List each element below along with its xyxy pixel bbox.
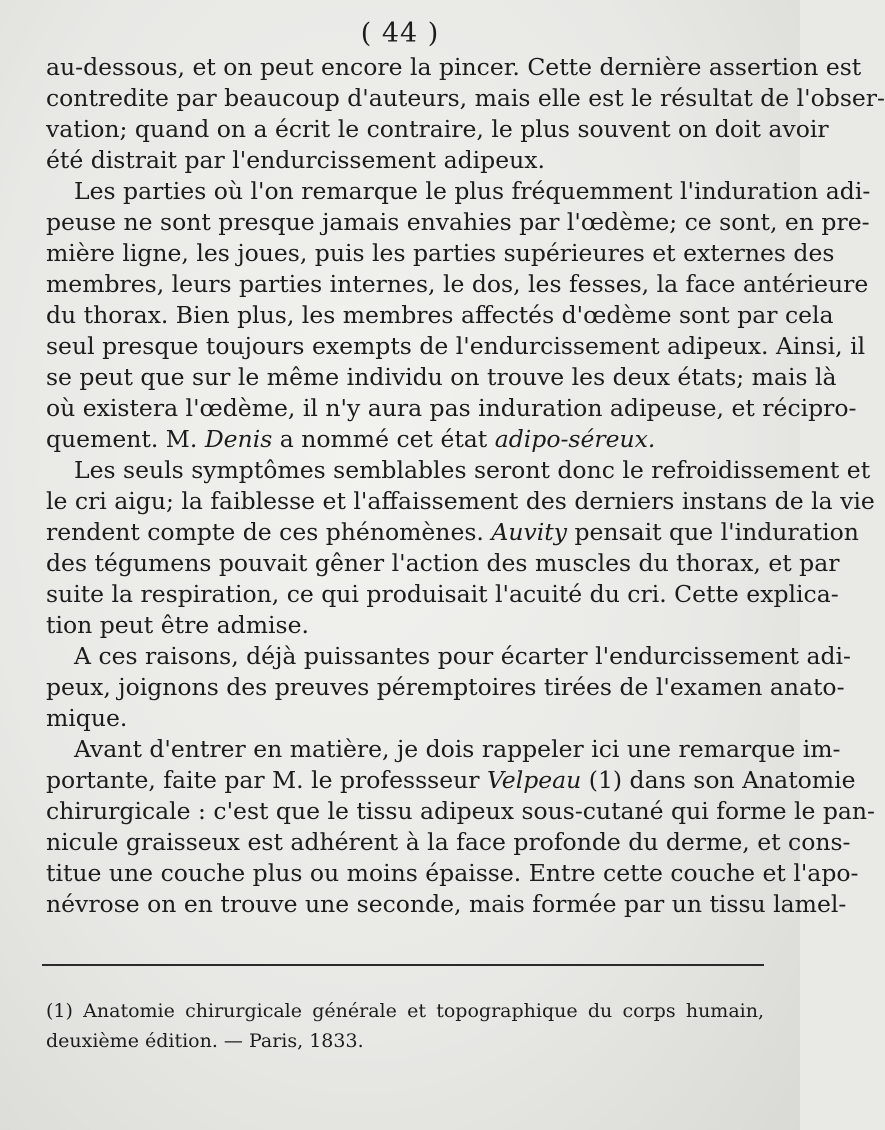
text-line: du thorax. Bien plus, les membres affectés d'œdème sont par cela [46,301,834,329]
page-number: ( 44 ) [360,18,440,49]
text-line: Les seuls symptômes semblables seront donc le refroidissement et [74,456,871,484]
text-line: mière ligne, les joues, puis les parties supérieures et externes des [46,239,835,267]
text-line: se peut que sur le même individu on trouve les deux états; mais là [46,363,837,391]
text-line: seul presque toujours exempts de l'endurcissement adipeux. Ainsi, il [46,332,866,360]
footnote-divider [42,964,764,966]
footnote-line: deuxième édition. — Paris, 1833. [46,1030,364,1052]
author-name-denis: Denis [204,425,273,453]
text-line: été distrait par l'endurcissement adipeux. [46,146,545,174]
text-line [46,424,760,455]
text-line: où existera l'œdème, il n'y aura pas induration adipeuse, et récipro- [46,394,857,422]
author-name-velpeau: Velpeau [486,766,582,794]
text-line: tion peut être admise. [46,611,309,639]
text-fragment: portante, faite par M. le professseur [46,766,487,794]
text-line: suite la respiration, ce qui produisait l'acuité du cri. Cette explica- [46,580,839,608]
text-line: vation; quand on a écrit le contraire, le plus souvent on doit avoir [46,115,829,143]
body-text [46,52,885,920]
text-line [46,765,856,796]
text-line: mique. [46,704,128,732]
text-line: peux, joignons des preuves péremptoires tirées de l'examen anato- [46,673,845,701]
text-line: nicule graisseux est adhérent à la face profonde du derme, et cons- [46,828,851,856]
text-line: des tégumens pouvait gêner l'action des muscles du thorax, et par [46,549,840,577]
text-line: Les parties où l'on remarque le plus fréquemment l'induration adi- [74,177,871,205]
text-fragment: pensait que l'induration [566,518,859,546]
text-line: chirurgicale : c'est que le tissu adipeux sous-cutané qui forme le pan- [46,797,875,825]
text-line: membres, leurs parties internes, le dos, les fesses, la face antérieure [46,270,869,298]
text-fragment: a nommé cet état [272,425,495,453]
text-line: Avant d'entrer en matière, je dois rappeler ici une remarque im- [74,735,841,763]
text-line [46,517,859,548]
text-line: contredite par beaucoup d'auteurs, mais elle est le résultat de l'obser- [46,84,885,112]
text-line: au-dessous, et on peut encore la pincer. Cette dernière assertion est [46,53,862,81]
text-fragment: quement. M. [46,425,205,453]
text-line: A ces raisons, déjà puissantes pour écarter l'endurcissement adi- [74,642,851,670]
text-line: le cri aigu; la faiblesse et l'affaissement des derniers instans de la vie [46,487,875,515]
text-line: névrose on en trouve une seconde, mais formée par un tissu lamel- [46,890,847,918]
term-adipo-sereux: adipo-séreux. [494,425,656,453]
footnote [46,996,764,1056]
text-line: titue une couche plus ou moins épaisse. Entre cette couche et l'apo- [46,859,859,887]
author-name-auvity: Auvity [491,518,567,546]
text-line: peuse ne sont presque jamais envahies par l'œdème; ce sont, en pre- [46,208,870,236]
text-fragment: (1) dans son Anatomie [581,766,856,794]
text-fragment: rendent compte de ces phénomènes. [46,518,492,546]
footnote-line: (1) Anatomie chirurgicale générale et topographique du corps humain, [46,1000,764,1022]
